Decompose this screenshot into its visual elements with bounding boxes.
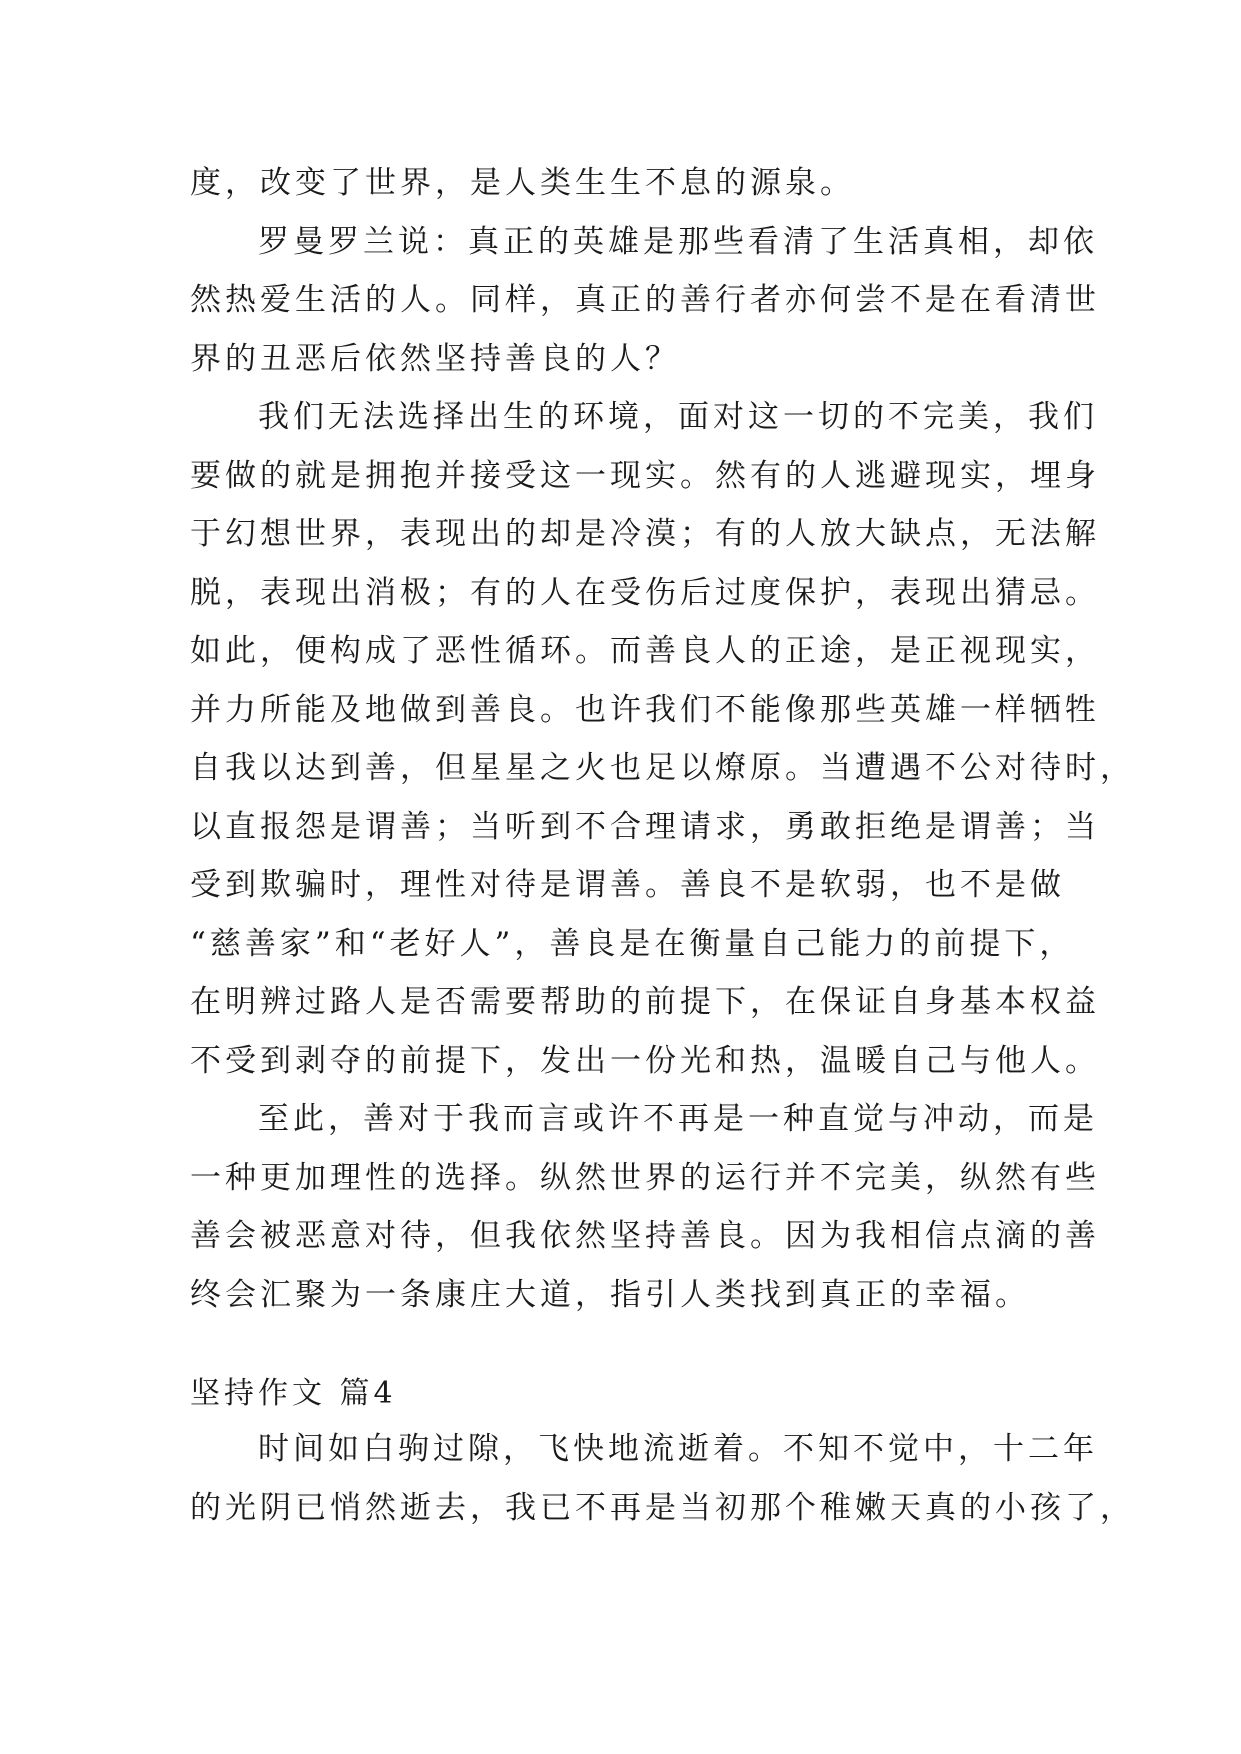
- text-line: 一种更加理性的选择。纵然世界的运行并不完美，纵然有些: [190, 1159, 1100, 1196]
- text-line: “慈善家”和“老好人”，善良是在衡量自己能力的前提下，: [190, 925, 1075, 962]
- text-line: 脱，表现出消极；有的人在受伤后过度保护，表现出猜忌。: [190, 574, 1100, 611]
- text-line: 自我以达到善，但星星之火也足以燎原。当遭遇不公对待时，: [190, 750, 1135, 786]
- essay-body-part-1: [190, 154, 1135, 1324]
- text-line: 并力所能及地做到善良。也许我们不能像那些英雄一样牺牲: [190, 691, 1100, 728]
- section-heading: 坚持作文 篇4: [190, 1376, 397, 1411]
- paragraph-start-line: 时间如白驹过隙，飞快地流逝着。不知不觉中，十二年: [258, 1431, 1098, 1467]
- paragraph-start-line: 至此，善对于我而言或许不再是一种直觉与冲动，而是: [258, 1101, 1098, 1137]
- text-line: 如此，便构成了恶性循环。而善良人的正途，是正视现实，: [190, 633, 1100, 669]
- paragraph-start-line: 罗曼罗兰说：真正的英雄是那些看清了生活真相，却依: [258, 223, 1098, 260]
- essay-body-part-2: [190, 1420, 1135, 1537]
- text-line: 在明辨过路人是否需要帮助的前提下，在保证自身基本权益: [190, 984, 1100, 1020]
- text-line: 界的丑恶后依然坚持善良的人？: [190, 340, 680, 377]
- text-line: 然热爱生活的人。同样，真正的善行者亦何尝不是在看清世: [190, 282, 1100, 318]
- text-line: 以直报怨是谓善；当听到不合理请求，勇敢拒绝是谓善；当: [190, 808, 1100, 845]
- paragraph-start-line: 我们无法选择出生的环境，面对这一切的不完美，我们: [258, 399, 1098, 435]
- text-line: 于幻想世界，表现出的却是冷漠；有的人放大缺点，无法解: [190, 516, 1100, 552]
- text-line: 要做的就是拥抱并接受这一现实。然有的人逃避现实，埋身: [190, 457, 1100, 494]
- text-line: 终会汇聚为一条康庄大道，指引人类找到真正的幸福。: [190, 1276, 1030, 1313]
- text-line: 受到欺骗时，理性对待是谓善。善良不是软弱，也不是做: [190, 867, 1065, 903]
- text-line: 不受到剥夺的前提下，发出一份光和热，温暖自己与他人。: [190, 1042, 1100, 1079]
- text-line: 度，改变了世界，是人类生生不息的源泉。: [190, 165, 855, 201]
- text-line: 善会被恶意对待，但我依然坚持善良。因为我相信点滴的善: [190, 1218, 1100, 1254]
- text-line: 的光阴已悄然逝去，我已不再是当初那个稚嫩天真的小孩了，: [190, 1489, 1135, 1526]
